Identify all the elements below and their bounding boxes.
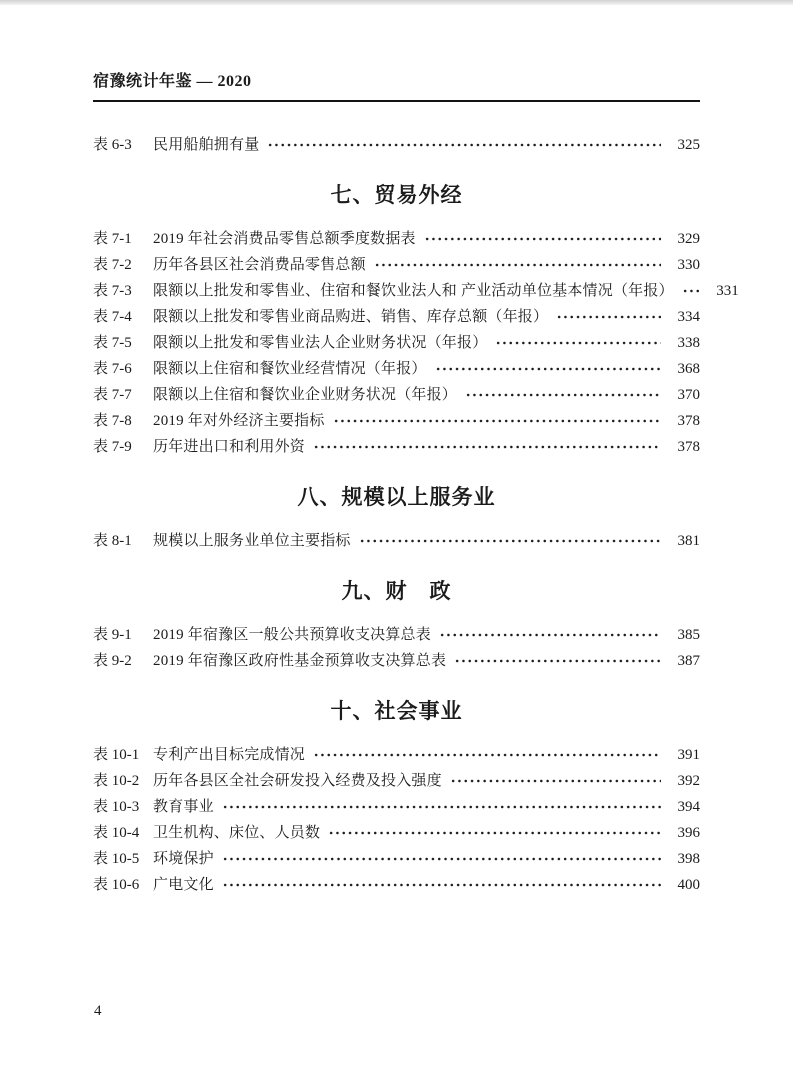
toc-entry-title: 历年各县区社会消费品零售总额 xyxy=(153,257,366,273)
toc-entry-label: 表 7-9 xyxy=(93,439,132,455)
toc-entry-row xyxy=(93,648,700,674)
toc-entry-label: 表 10-2 xyxy=(93,773,140,789)
toc-entry-page-number: 396 xyxy=(677,825,700,841)
toc-entry-title: 民用船舶拥有量 xyxy=(153,137,260,153)
dot-leader xyxy=(222,872,661,898)
toc-entry-title: 限额以上批发和零售业法人企业财务状况（年报） xyxy=(153,335,488,351)
dot-leader xyxy=(495,330,661,356)
toc-entry-page-number: 370 xyxy=(677,387,700,403)
toc-entry-row xyxy=(93,846,700,872)
toc-entry-label: 表 10-3 xyxy=(93,799,140,815)
toc-entry-row xyxy=(93,742,700,768)
toc-entry-title: 2019 年宿豫区一般公共预算收支决算总表 xyxy=(153,627,431,643)
toc-entry-page-number: 400 xyxy=(677,877,700,893)
toc-entry-label: 表 7-7 xyxy=(93,387,132,403)
toc-entry-row xyxy=(93,872,700,898)
toc-entry-row xyxy=(93,356,700,382)
running-header xyxy=(93,70,700,102)
toc-entry-page-number: 334 xyxy=(677,309,700,325)
toc-entry-title: 2019 年宿豫区政府性基金预算收支决算总表 xyxy=(153,653,447,669)
dot-leader xyxy=(556,304,661,330)
dot-leader xyxy=(424,226,661,252)
dot-leader xyxy=(267,132,661,158)
toc-entry-row xyxy=(93,408,700,434)
toc-entry-label: 表 7-6 xyxy=(93,361,132,377)
toc-entry-page-number: 331 xyxy=(716,283,739,299)
toc-entry-page-number: 391 xyxy=(677,747,700,763)
toc-entry-label: 表 9-1 xyxy=(93,627,132,643)
toc-entry-title: 历年各县区全社会研发投入经费及投入强度 xyxy=(153,773,442,789)
toc-entry-label: 表 7-8 xyxy=(93,413,132,429)
toc-entry-title: 环境保护 xyxy=(153,851,214,867)
dot-leader xyxy=(454,648,661,674)
dot-leader xyxy=(374,252,661,278)
dot-leader xyxy=(435,356,661,382)
toc-entry-page-number: 330 xyxy=(677,257,700,273)
toc xyxy=(93,132,739,898)
toc-entry-label: 表 7-1 xyxy=(93,231,132,247)
dot-leader xyxy=(222,846,661,872)
toc-entry-title: 2019 年社会消费品零售总额季度数据表 xyxy=(153,231,416,247)
toc-entry-label: 表 7-2 xyxy=(93,257,132,273)
toc-entry-row xyxy=(93,622,700,648)
toc-entry-label: 表 10-6 xyxy=(93,877,140,893)
scan-edge-strip xyxy=(0,0,793,5)
toc-entry-page-number: 381 xyxy=(677,533,700,549)
toc-entry-page-number: 398 xyxy=(677,851,700,867)
toc-entry-title: 限额以上批发和零售业商品购进、销售、库存总额（年报） xyxy=(153,309,549,325)
section-heading: 九、财 政 xyxy=(341,579,452,603)
dot-leader xyxy=(682,278,700,304)
toc-entry-title: 限额以上住宿和餐饮业经营情况（年报） xyxy=(153,361,427,377)
toc-entry-label: 表 7-4 xyxy=(93,309,132,325)
dot-leader xyxy=(465,382,661,408)
toc-entry-title: 限额以上住宿和餐饮业企业财务状况（年报） xyxy=(153,387,458,403)
toc-entry-page-number: 394 xyxy=(677,799,700,815)
toc-entry-title: 限额以上批发和零售业、住宿和餐饮业法人和 产业活动单位基本情况（年报） xyxy=(153,283,674,299)
toc-entry-row xyxy=(93,252,700,278)
toc-entry-page-number: 378 xyxy=(677,413,700,429)
toc-entry-row xyxy=(93,434,700,460)
toc-entry-title: 广电文化 xyxy=(153,877,214,893)
toc-entry-title: 卫生机构、床位、人员数 xyxy=(153,825,321,841)
toc-entry-row xyxy=(93,330,700,356)
toc-entry-title: 专利产出目标完成情况 xyxy=(153,747,306,763)
section-heading: 十、社会事业 xyxy=(330,699,463,723)
toc-entry-label: 表 9-2 xyxy=(93,653,132,669)
toc-entry-label: 表 8-1 xyxy=(93,533,132,549)
toc-entry-page-number: 325 xyxy=(677,137,700,153)
dot-leader xyxy=(333,408,661,434)
dot-leader xyxy=(313,742,661,768)
dot-leader xyxy=(328,820,661,846)
toc-entry-row xyxy=(93,820,700,846)
dot-leader xyxy=(359,528,661,554)
toc-entry-row xyxy=(93,528,700,554)
toc-entry-page-number: 338 xyxy=(677,335,700,351)
page-number: 4 xyxy=(94,1003,102,1019)
toc-entry-page-number: 392 xyxy=(677,773,700,789)
toc-entry-page-number: 378 xyxy=(677,439,700,455)
toc-entry-label: 表 10-5 xyxy=(93,851,140,867)
dot-leader xyxy=(439,622,661,648)
toc-entry-label: 表 10-4 xyxy=(93,825,140,841)
dot-leader xyxy=(222,794,661,820)
toc-entry-title: 教育事业 xyxy=(153,799,214,815)
dot-leader xyxy=(313,434,661,460)
toc-entry-title: 历年进出口和利用外资 xyxy=(153,439,306,455)
running-header-title: 宿豫统计年鉴 — 2020 xyxy=(93,73,252,90)
toc-entry-row xyxy=(93,304,700,330)
toc-entry-page-number: 385 xyxy=(677,627,700,643)
toc-entry-row xyxy=(93,226,700,252)
toc-entry-title: 2019 年对外经济主要指标 xyxy=(153,413,325,429)
toc-entry-row xyxy=(93,132,700,158)
toc-entry-label: 表 6-3 xyxy=(93,137,132,153)
toc-entry-page-number: 329 xyxy=(677,231,700,247)
section-heading: 七、贸易外经 xyxy=(330,183,463,207)
toc-entry-label: 表 7-3 xyxy=(93,283,132,299)
toc-entry-page-number: 368 xyxy=(677,361,700,377)
toc-entry-label: 表 7-5 xyxy=(93,335,132,351)
toc-entry-row xyxy=(93,768,700,794)
toc-entry-row xyxy=(93,382,700,408)
toc-entry-row xyxy=(93,278,739,304)
toc-entry-row xyxy=(93,794,700,820)
dot-leader xyxy=(450,768,661,794)
toc-entry-title: 规模以上服务业单位主要指标 xyxy=(153,533,351,549)
toc-entry-label: 表 10-1 xyxy=(93,747,140,763)
toc-entry-page-number: 387 xyxy=(677,653,700,669)
section-heading: 八、规模以上服务业 xyxy=(297,485,496,509)
